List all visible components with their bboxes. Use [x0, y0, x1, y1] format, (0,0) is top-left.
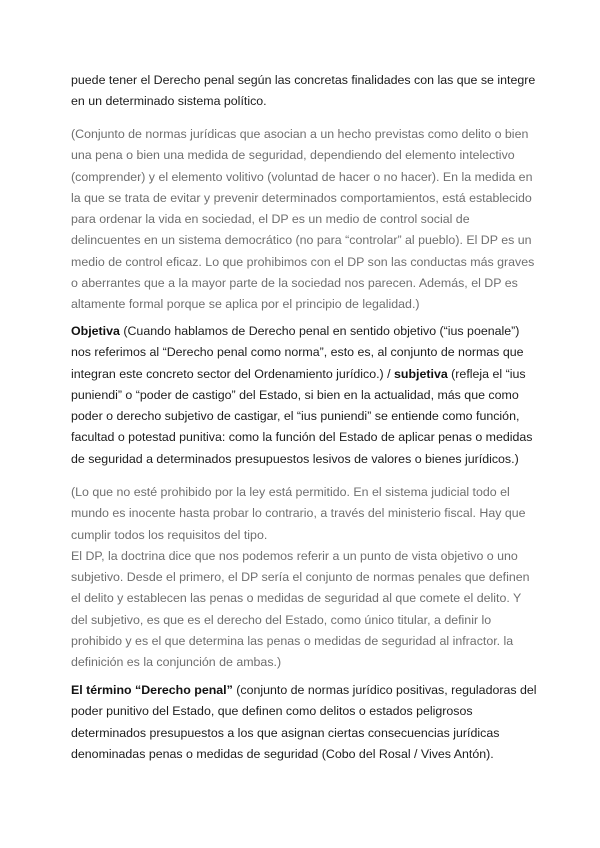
note-line: medio de control eficaz. Lo que prohibimos con el DP son las conductas más graves	[71, 254, 535, 269]
note-line: mundo es inocente hasta probar lo contrario, a través del ministerio fiscal. Hay que	[71, 506, 526, 521]
termino-term: El término “Derecho penal”	[71, 683, 233, 697]
note-line: prohibido y es el que determina las penas o medidas de seguridad al infractor. la	[71, 634, 514, 649]
paragraph-line: nos referimos al “Derecho penal como norma”, esto es, al conjunto de normas que	[71, 345, 524, 360]
subjetiva-term: subjetiva	[394, 366, 448, 381]
termino-line-text: (conjunto de normas jurídico positivas, reguladoras del	[232, 683, 537, 697]
objetiva-line-text: (Cuando hablamos de Derecho penal en sentido objetivo (“ius poenale”)	[119, 324, 520, 338]
note-line: altamente formal porque se aplica por el principio de legalidad.)	[71, 297, 420, 312]
subjetiva-line-text: (refleja el “ius	[447, 366, 526, 381]
note-line: una pena o bien una medida de seguridad, dependiendo del elemento intelectivo	[71, 148, 515, 163]
termino-paragraph	[71, 680, 537, 765]
note-line: cumplir todos los requisitos del tipo.	[71, 527, 268, 542]
note-paragraph-1	[71, 124, 533, 316]
note-line: (Lo que no esté prohibido por la ley está permitido. En el sistema judicial todo el	[71, 485, 510, 499]
note-line: (comprender) y el elemento volitivo (voluntad de hacer o no hacer). En la medida en	[71, 169, 533, 184]
paragraph-line: facultad o potestad punitiva: como la función del Estado de aplicar penas o medidas	[71, 430, 533, 445]
objetiva-line-text: integran este concreto sector del Ordenamiento jurídico.) /	[71, 366, 395, 381]
note-line: para ordenar la vida en sociedad, el DP es un medio de control social de	[71, 212, 470, 227]
note-line: delincuentes en un sistema democrático (no para “controlar” al pueblo). El DP es un	[71, 233, 532, 248]
objetiva-subjetiva-paragraph	[71, 321, 533, 470]
paragraph-line	[71, 321, 533, 342]
paragraph-line: denominadas penas o medidas de seguridad (Cobo del Rosal / Vives Antón).	[71, 746, 494, 761]
note-line: el delito y establecen las penas o medidas de seguridad al que comete el delito. Y	[71, 591, 522, 606]
note-paragraph-2	[71, 482, 533, 674]
note-line: (Conjunto de normas jurídicas que asocian a un hecho previstas como delito o bien	[71, 127, 529, 141]
note-line: El DP, la doctrina dice que nos podemos referir a un punto de vista objetivo o uno	[71, 548, 518, 563]
note-line: la que se trata de evitar y prevenir determinados comportamientos, está establecido	[71, 190, 532, 205]
paragraph-line: poder o derecho subjetivo de castigar, el “ius puniendi” se entiende como función,	[71, 409, 520, 424]
note-line: del subjetivo, es que es el derecho del Estado, como único titular, a definir lo	[71, 612, 492, 627]
paragraph-line	[71, 680, 537, 701]
intro-line: puede tener el Derecho penal según las concretas finalidades con las que se integre	[71, 73, 536, 87]
note-line: subjetivo. Desde el primero, el DP sería el conjunto de normas penales que definen	[71, 570, 530, 585]
intro-paragraph	[71, 70, 536, 113]
objetiva-term: Objetiva	[71, 324, 120, 338]
paragraph-line: puniendi” o “poder de castigo” del Estado, si bien en la actualidad, más que como	[71, 387, 519, 402]
note-line: definición es la conjunción de ambas.)	[71, 655, 282, 670]
paragraph-line: determinados presupuestos a los que asignan ciertas consecuencias jurídicas	[71, 725, 500, 740]
intro-line: en un determinado sistema político.	[71, 94, 267, 109]
paragraph-line	[71, 364, 533, 385]
paragraph-line: poder punitivo del Estado, que definen como delitos o estados peligrosos	[71, 704, 473, 719]
paragraph-line: de seguridad a determinados presupuestos lesivos de valores o bienes jurídicos.)	[71, 451, 519, 466]
note-line: o aberrantes que a la mayor parte de la sociedad nos parecen. Además, el DP es	[71, 276, 518, 291]
